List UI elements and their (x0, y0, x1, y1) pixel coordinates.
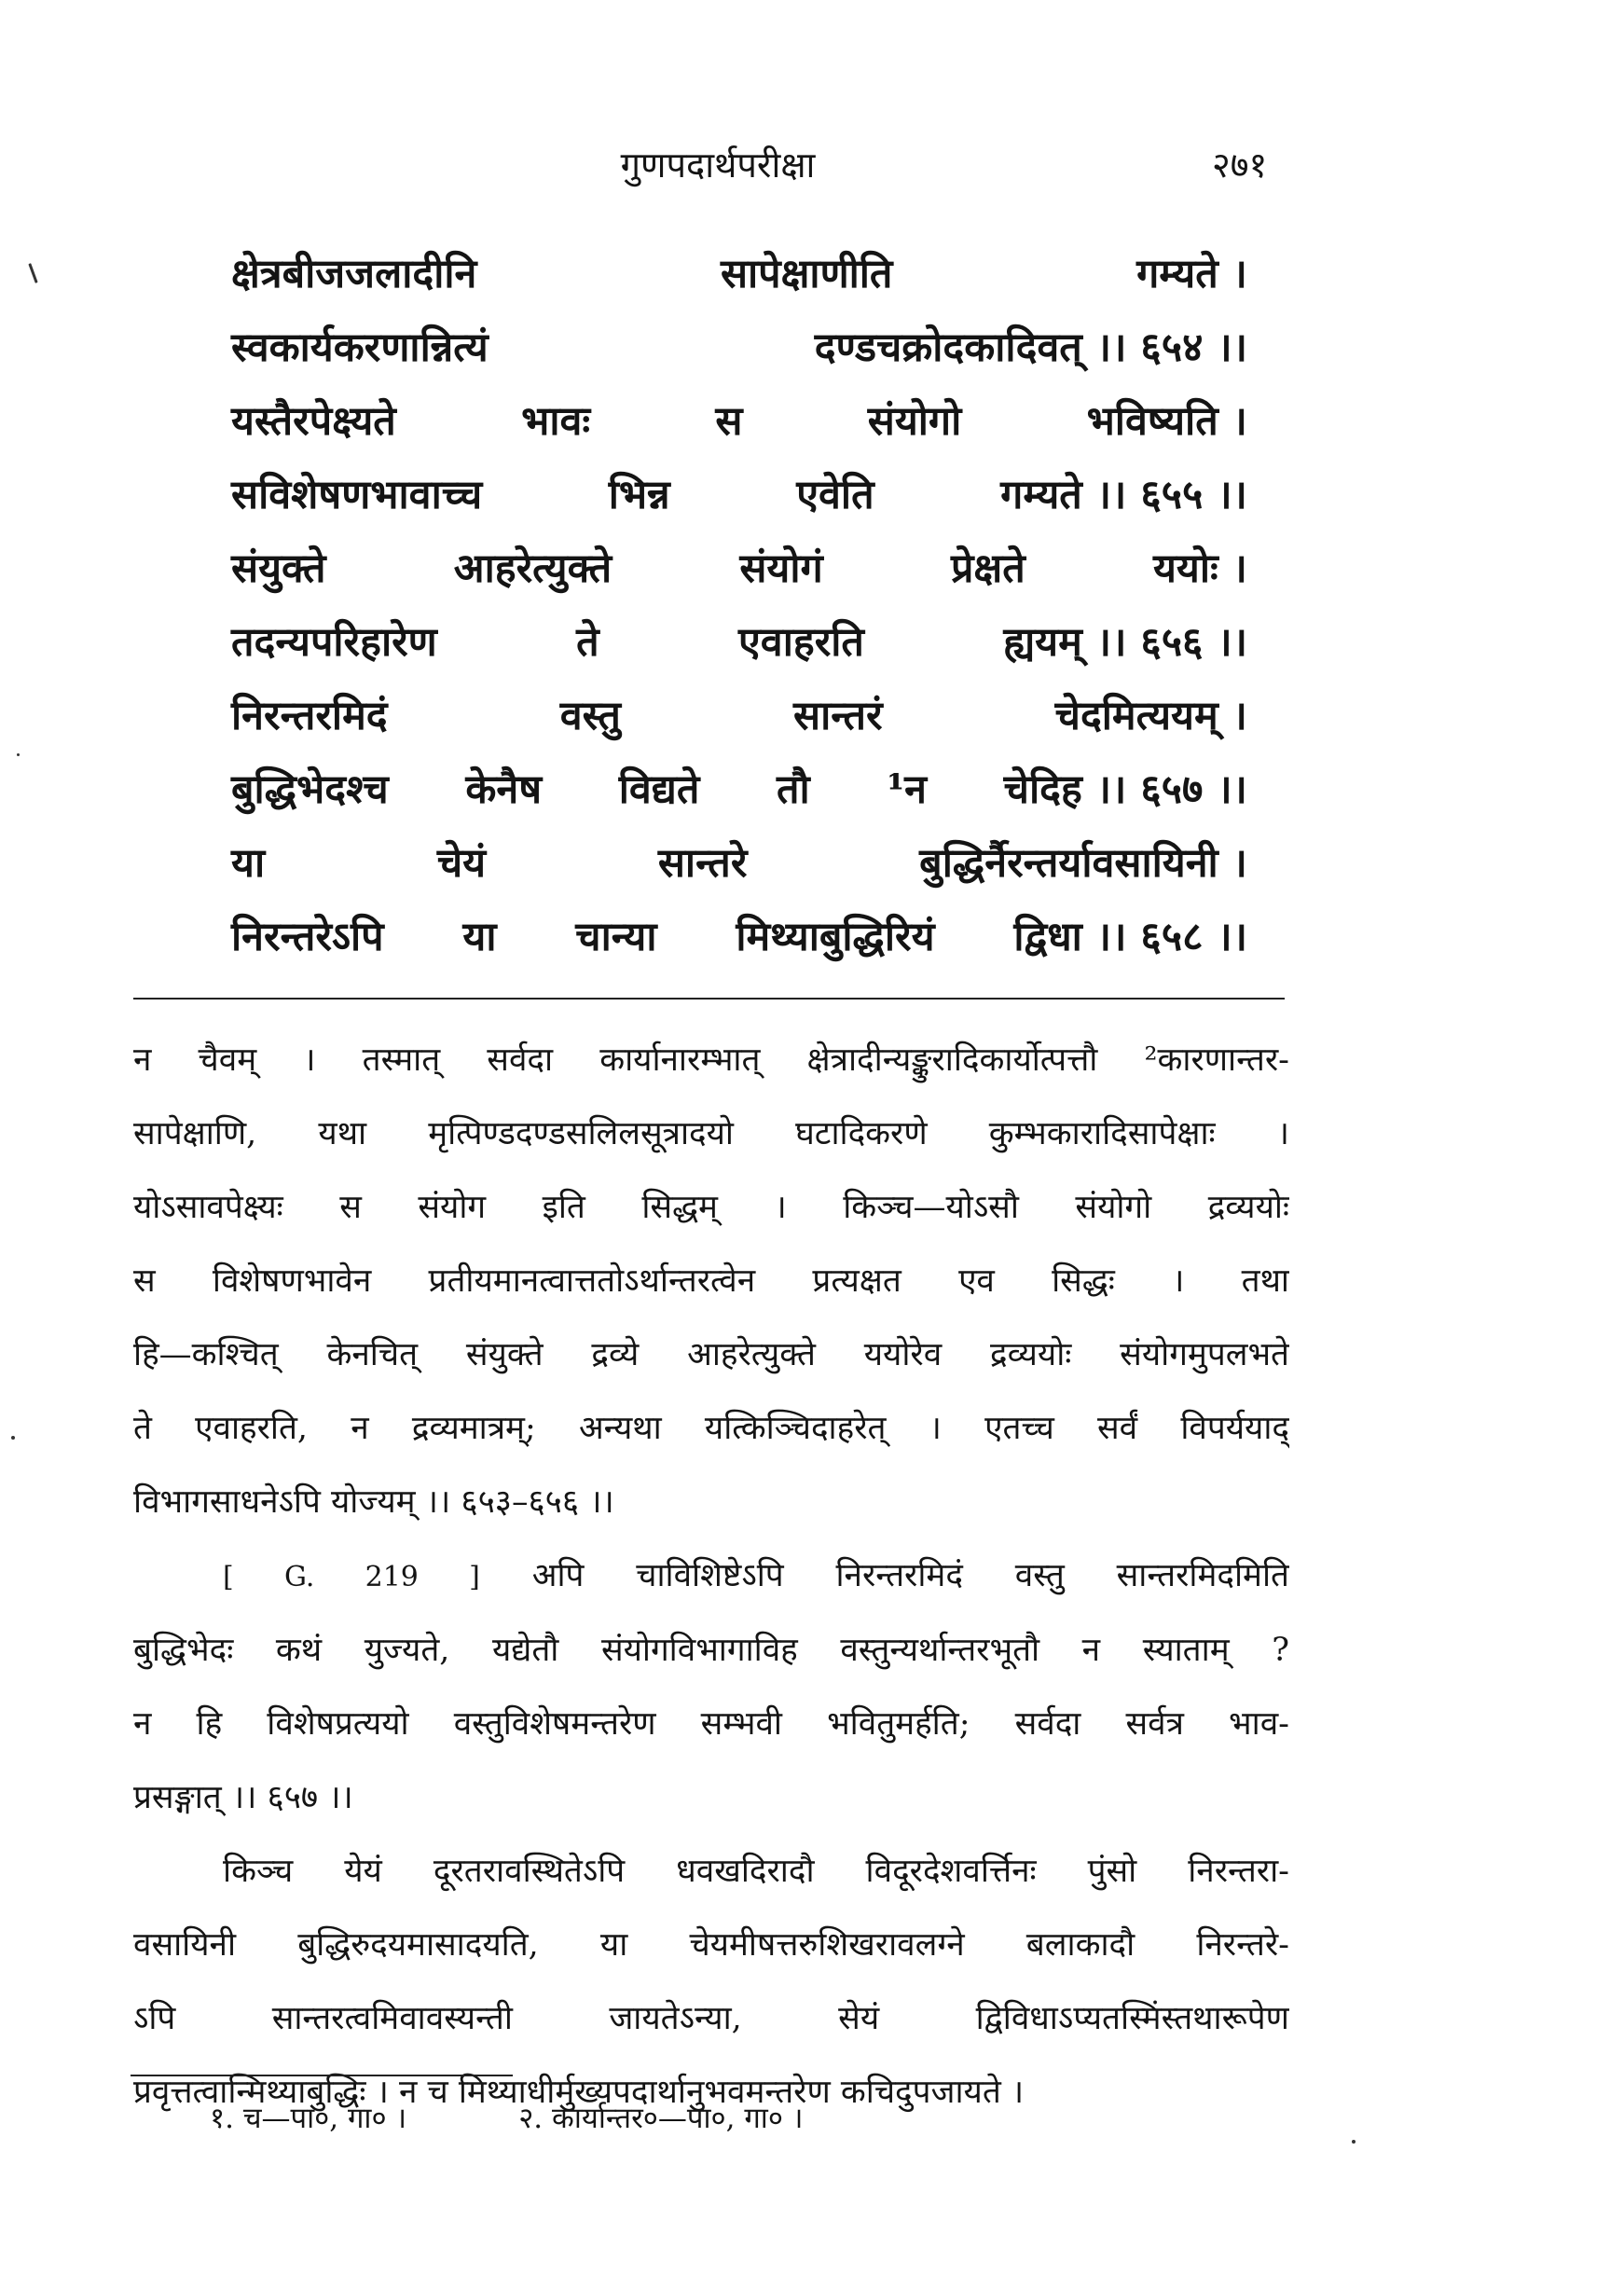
line-text: वसायिनी बुद्धिरुदयमासादयति, या चेयमीषत्तरुशिखरावलग्ने बलाकादौ निरन्तरे- (133, 1926, 1289, 1964)
line-text: बुद्धिभेदः कथं युज्यते, यद्येतौ संयोगविभागाविह वस्तुन्यर्थान्तरभूतौ न स्याताम् ? (133, 1632, 1289, 1669)
text-line (133, 1614, 1289, 1688)
verse-line (231, 613, 1247, 686)
footnote-rule (131, 2075, 513, 2076)
scan-speck (11, 1436, 15, 1440)
verse-word: निरन्तरमिदं (231, 693, 388, 739)
line-text: योऽसावपेक्ष्यः स संयोग इति सिद्धम् । किञ्च—योऽसौ संयोगो द्रव्ययोः (133, 1189, 1289, 1226)
verse-line (231, 465, 1247, 539)
verse-word: प्रेक्षते (950, 545, 1025, 592)
verse-word: संयुक्ते (231, 545, 326, 592)
verse-word: संयोगो (867, 398, 962, 445)
running-title: गुणपदार्थपरीक्षा (620, 145, 816, 186)
verse-word: यस्तैरपेक्ष्यते (231, 398, 396, 445)
verse-word: भिन्न (608, 472, 670, 518)
line-text: प्रवृत्तत्वान्मिथ्याबुद्धिः । न च मिथ्याधीर्मुख्यपदार्थानुभवमन्तरेण कचिदुपजायते । (133, 2074, 1025, 2111)
verse-word: भावः (521, 398, 591, 445)
verse-word: ¹न (887, 766, 928, 813)
verse-word: सविशेषणभावाच्च (231, 472, 483, 518)
verse-word: केनैष (465, 766, 543, 813)
commentary-paragraph (133, 1835, 1289, 2130)
verse-word: गम्यते । (1136, 251, 1247, 297)
verse-word: तदन्यपरिहारेण (231, 619, 437, 666)
verse-line (231, 392, 1247, 465)
verse-word: सापेक्षाणीति (720, 251, 893, 297)
footnote-2: २. कार्यान्तर०—पा०, गा० । (518, 2102, 804, 2135)
verse-word: ययोः । (1152, 545, 1247, 592)
line-text: स विशेषणभावेन प्रतीयमानत्वात्ततोऽर्थान्तरत्वेन प्रत्यक्षत एव सिद्धः । तथा (133, 1262, 1289, 1300)
page-header (0, 140, 1624, 196)
line-text: अपि चाविशिष्टेऽपि निरन्तरमिदं वस्तु सान्तरमिदमिति (531, 1557, 1289, 1594)
verse-word: एवेति (796, 472, 874, 518)
verse-word: या (231, 840, 266, 887)
line-text: न चैवम् । तस्मात् सर्वदा कार्यानारम्भात् क्षेत्रादीन्यङ्कुरादिकार्योत्पत्तौ ²कारणान्तर- (133, 1041, 1289, 1079)
text-line (133, 1835, 1289, 1909)
footnotes (210, 2098, 1142, 2137)
text-line (133, 1097, 1289, 1171)
verse-word: बुद्धिर्नैरन्तर्यावसायिनी । (919, 840, 1247, 887)
line-text: किञ्च येयं दूरतरावस्थितेऽपि धवखदिरादौ विदूरदेशवर्त्तिनः पुंसो निरन्तरा- (223, 1853, 1289, 1890)
verse-word: गम्यते ।। ६५५ ।। (1000, 472, 1247, 518)
scan-mark (28, 263, 37, 283)
verse-word: चेदमित्ययम् । (1054, 693, 1247, 739)
verse-line (231, 318, 1247, 392)
text-line (133, 1982, 1289, 2056)
verse-word: स्वकार्यकरणान्नित्यं (231, 324, 489, 371)
verse-word: सान्तरे (657, 840, 748, 887)
verse-word: मिथ्याबुद्धिरियं (736, 914, 935, 960)
verse-word: ते (576, 619, 599, 666)
line-text: हि—कश्चित् केनचित् संयुक्ते द्रव्ये आहरेत्युक्ते ययोरेव द्रव्ययोः संयोगमुपलभते (133, 1336, 1289, 1373)
verse-line (231, 834, 1247, 907)
verse-block (231, 244, 1247, 981)
verse-word: सान्तरं (793, 693, 883, 739)
text-line (133, 1761, 1289, 1835)
divider-rule (133, 998, 1285, 1000)
line-text: सापेक्षाणि, यथा मृत्पिण्डदण्डसलिलसूत्रादयो घटादिकरणे कुम्भकारादिसापेक्षाः । (133, 1115, 1289, 1152)
verse-word: चेदिह ।। ६५७ ।। (1003, 766, 1247, 813)
verse-word: आहरेत्युक्ते (453, 545, 612, 592)
verse-word: विद्यते (618, 766, 700, 813)
verse-line (231, 686, 1247, 760)
verse-line (231, 760, 1247, 834)
verse-word: दण्डचक्रोदकादिवत् ।। ६५४ ।। (814, 324, 1247, 371)
verse-word: एवाहरति (738, 619, 864, 666)
text-line (133, 1024, 1289, 1097)
scan-speck (17, 753, 20, 756)
text-line (133, 1466, 1289, 1539)
verse-word: स (715, 398, 743, 445)
verse-word: तौ (777, 766, 810, 813)
verse-line (231, 907, 1247, 981)
text-line (133, 1909, 1289, 1982)
text-line (133, 1318, 1289, 1392)
page-reference: [ G. 219 ] (223, 1561, 480, 1593)
verse-word: संयोगं (739, 545, 823, 592)
verse-word: ह्ययम् ।। ६५६ ।। (1003, 619, 1247, 666)
line-text: विभागसाधनेऽपि योज्यम् ।। ६५३–६५६ ।। (133, 1483, 614, 1521)
commentary-block (133, 1024, 1289, 2130)
line-text: न हि विशेषप्रत्ययो वस्तुविशेषमन्तरेण सम्भवी भवितुमर्हति; सर्वदा सर्वत्र भाव- (133, 1705, 1289, 1743)
text-line (133, 1688, 1289, 1761)
verse-word: चान्या (575, 914, 657, 960)
text-line (133, 1539, 1289, 1614)
verse-word: चेयं (436, 840, 487, 887)
page-number: २७१ (1212, 145, 1268, 186)
verse-line (231, 539, 1247, 613)
verse-line (231, 244, 1247, 318)
line-text: प्रसङ्गात् ।। ६५७ ।। (133, 1779, 353, 1816)
line-text: ऽपि सान्तरत्वमिवावस्यन्ती जायतेऽन्या, सेयं द्विविधाऽप्यतस्मिंस्तथारूपेण (133, 2000, 1289, 2037)
text-line (133, 1171, 1289, 1245)
verse-word: निरन्तरेऽपि (231, 914, 384, 960)
text-line (133, 1392, 1289, 1466)
verse-word: भविष्यति । (1086, 398, 1247, 445)
text-line (133, 1245, 1289, 1318)
line-text: ते एवाहरति, न द्रव्यमात्रम्; अन्यथा यत्किञ्चिदाहरेत् । एतच्च सर्वं विपर्ययाद् (133, 1410, 1289, 1447)
scan-speck (1352, 2140, 1356, 2144)
footnote-1: १. च—पा०, गा० । (210, 2102, 407, 2135)
verse-word: क्षेत्रबीजजलादीनि (231, 251, 477, 297)
verse-word: या (462, 914, 497, 960)
verse-word: द्विधा ।। ६५८ ।। (1013, 914, 1247, 960)
commentary-paragraph (133, 1539, 1289, 1835)
verse-word: बुद्धिभेदश्च (231, 766, 389, 813)
verse-word: वस्तु (559, 693, 621, 739)
commentary-paragraph (133, 1024, 1289, 1539)
